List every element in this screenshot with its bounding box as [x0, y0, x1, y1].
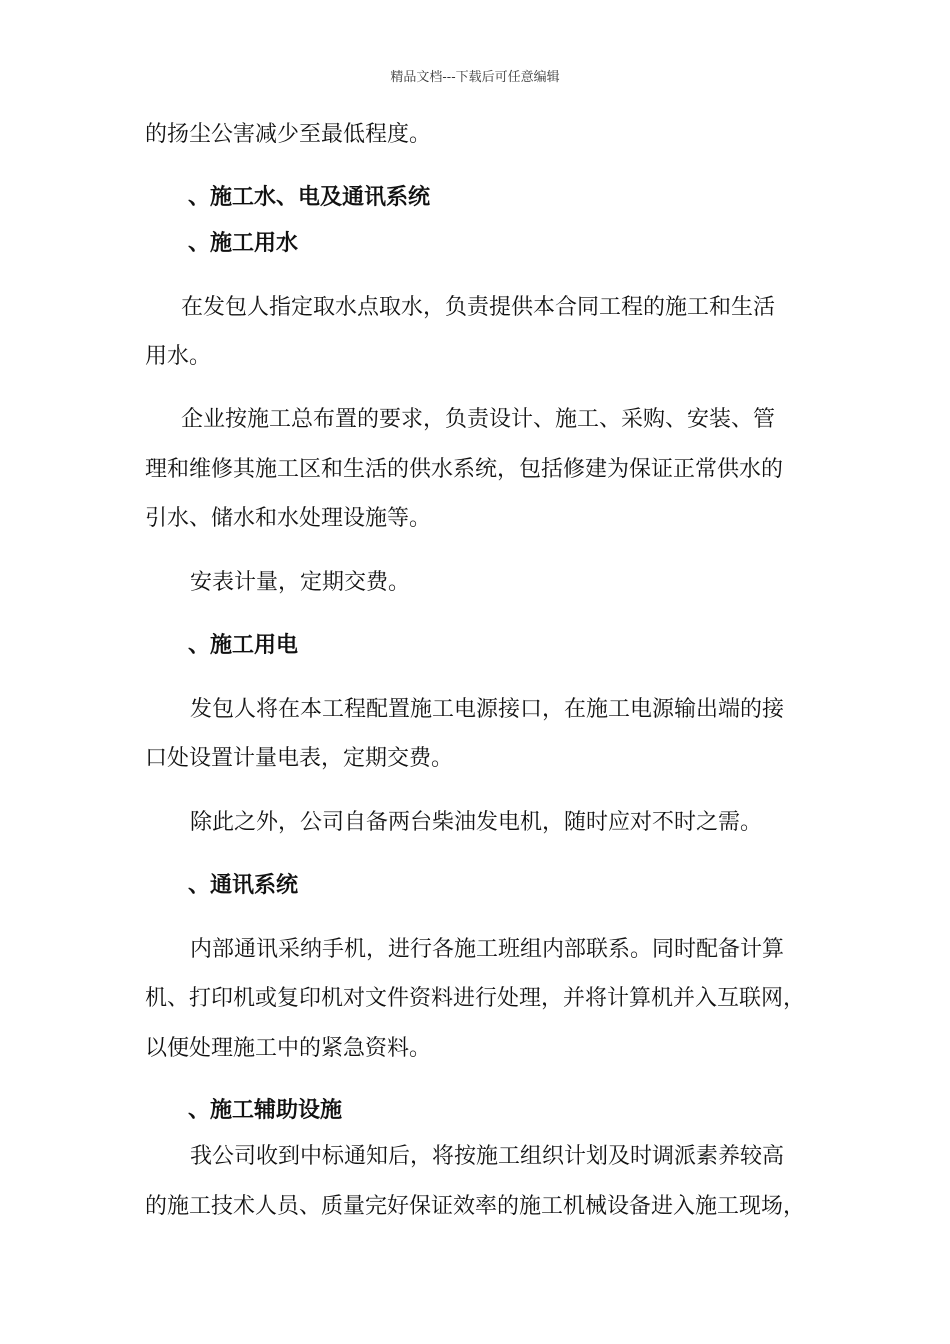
paragraph-line: 的施工技术人员、质量完好保证效率的施工机械设备进入施工现场，	[145, 1194, 806, 1219]
subsection-heading: 、施工用电	[188, 633, 299, 658]
page-header: 精品文档---下载后可任意编辑	[390, 70, 560, 85]
subsection-heading: 、施工用水	[188, 231, 299, 256]
subsection-heading: 、施工辅助设施	[188, 1098, 343, 1123]
subsection-heading: 、通讯系统	[188, 873, 299, 898]
paragraph-line: 发包人将在本工程配置施工电源接口，在施工电源输出端的接	[190, 697, 785, 722]
paragraph-line: 口处设置计量电表，定期交费。	[145, 746, 454, 771]
paragraph-line: 企业按施工总布置的要求，负责设计、施工、采购、安装、管	[181, 407, 776, 432]
paragraph-line: 内部通讯采纳手机，进行各施工班组内部联系。同时配备计算	[190, 937, 785, 962]
paragraph-line: 引水、储水和水处理设施等。	[145, 506, 432, 531]
body-line: 的扬尘公害减少至最低程度。	[145, 122, 432, 147]
paragraph-line: 安表计量，定期交费。	[190, 570, 411, 595]
paragraph-line: 除此之外，公司自备两台柴油发电机，随时应对不时之需。	[190, 810, 763, 835]
paragraph-line: 理和维修其施工区和生活的供水系统，包括修建为保证正常供水的	[145, 457, 784, 482]
paragraph-line: 我公司收到中标通知后，将按施工组织计划及时调派素养较高	[190, 1144, 785, 1169]
paragraph-line: 用水。	[145, 344, 212, 369]
paragraph-line: 以便处理施工中的紧急资料。	[145, 1036, 432, 1061]
paragraph-line: 机、打印机或复印机对文件资料进行处理，并将计算机并入互联网，	[145, 986, 806, 1011]
section-heading: 、施工水、电及通讯系统	[188, 185, 431, 210]
paragraph-line: 在发包人指定取水点取水，负责提供本合同工程的施工和生活	[181, 295, 776, 320]
